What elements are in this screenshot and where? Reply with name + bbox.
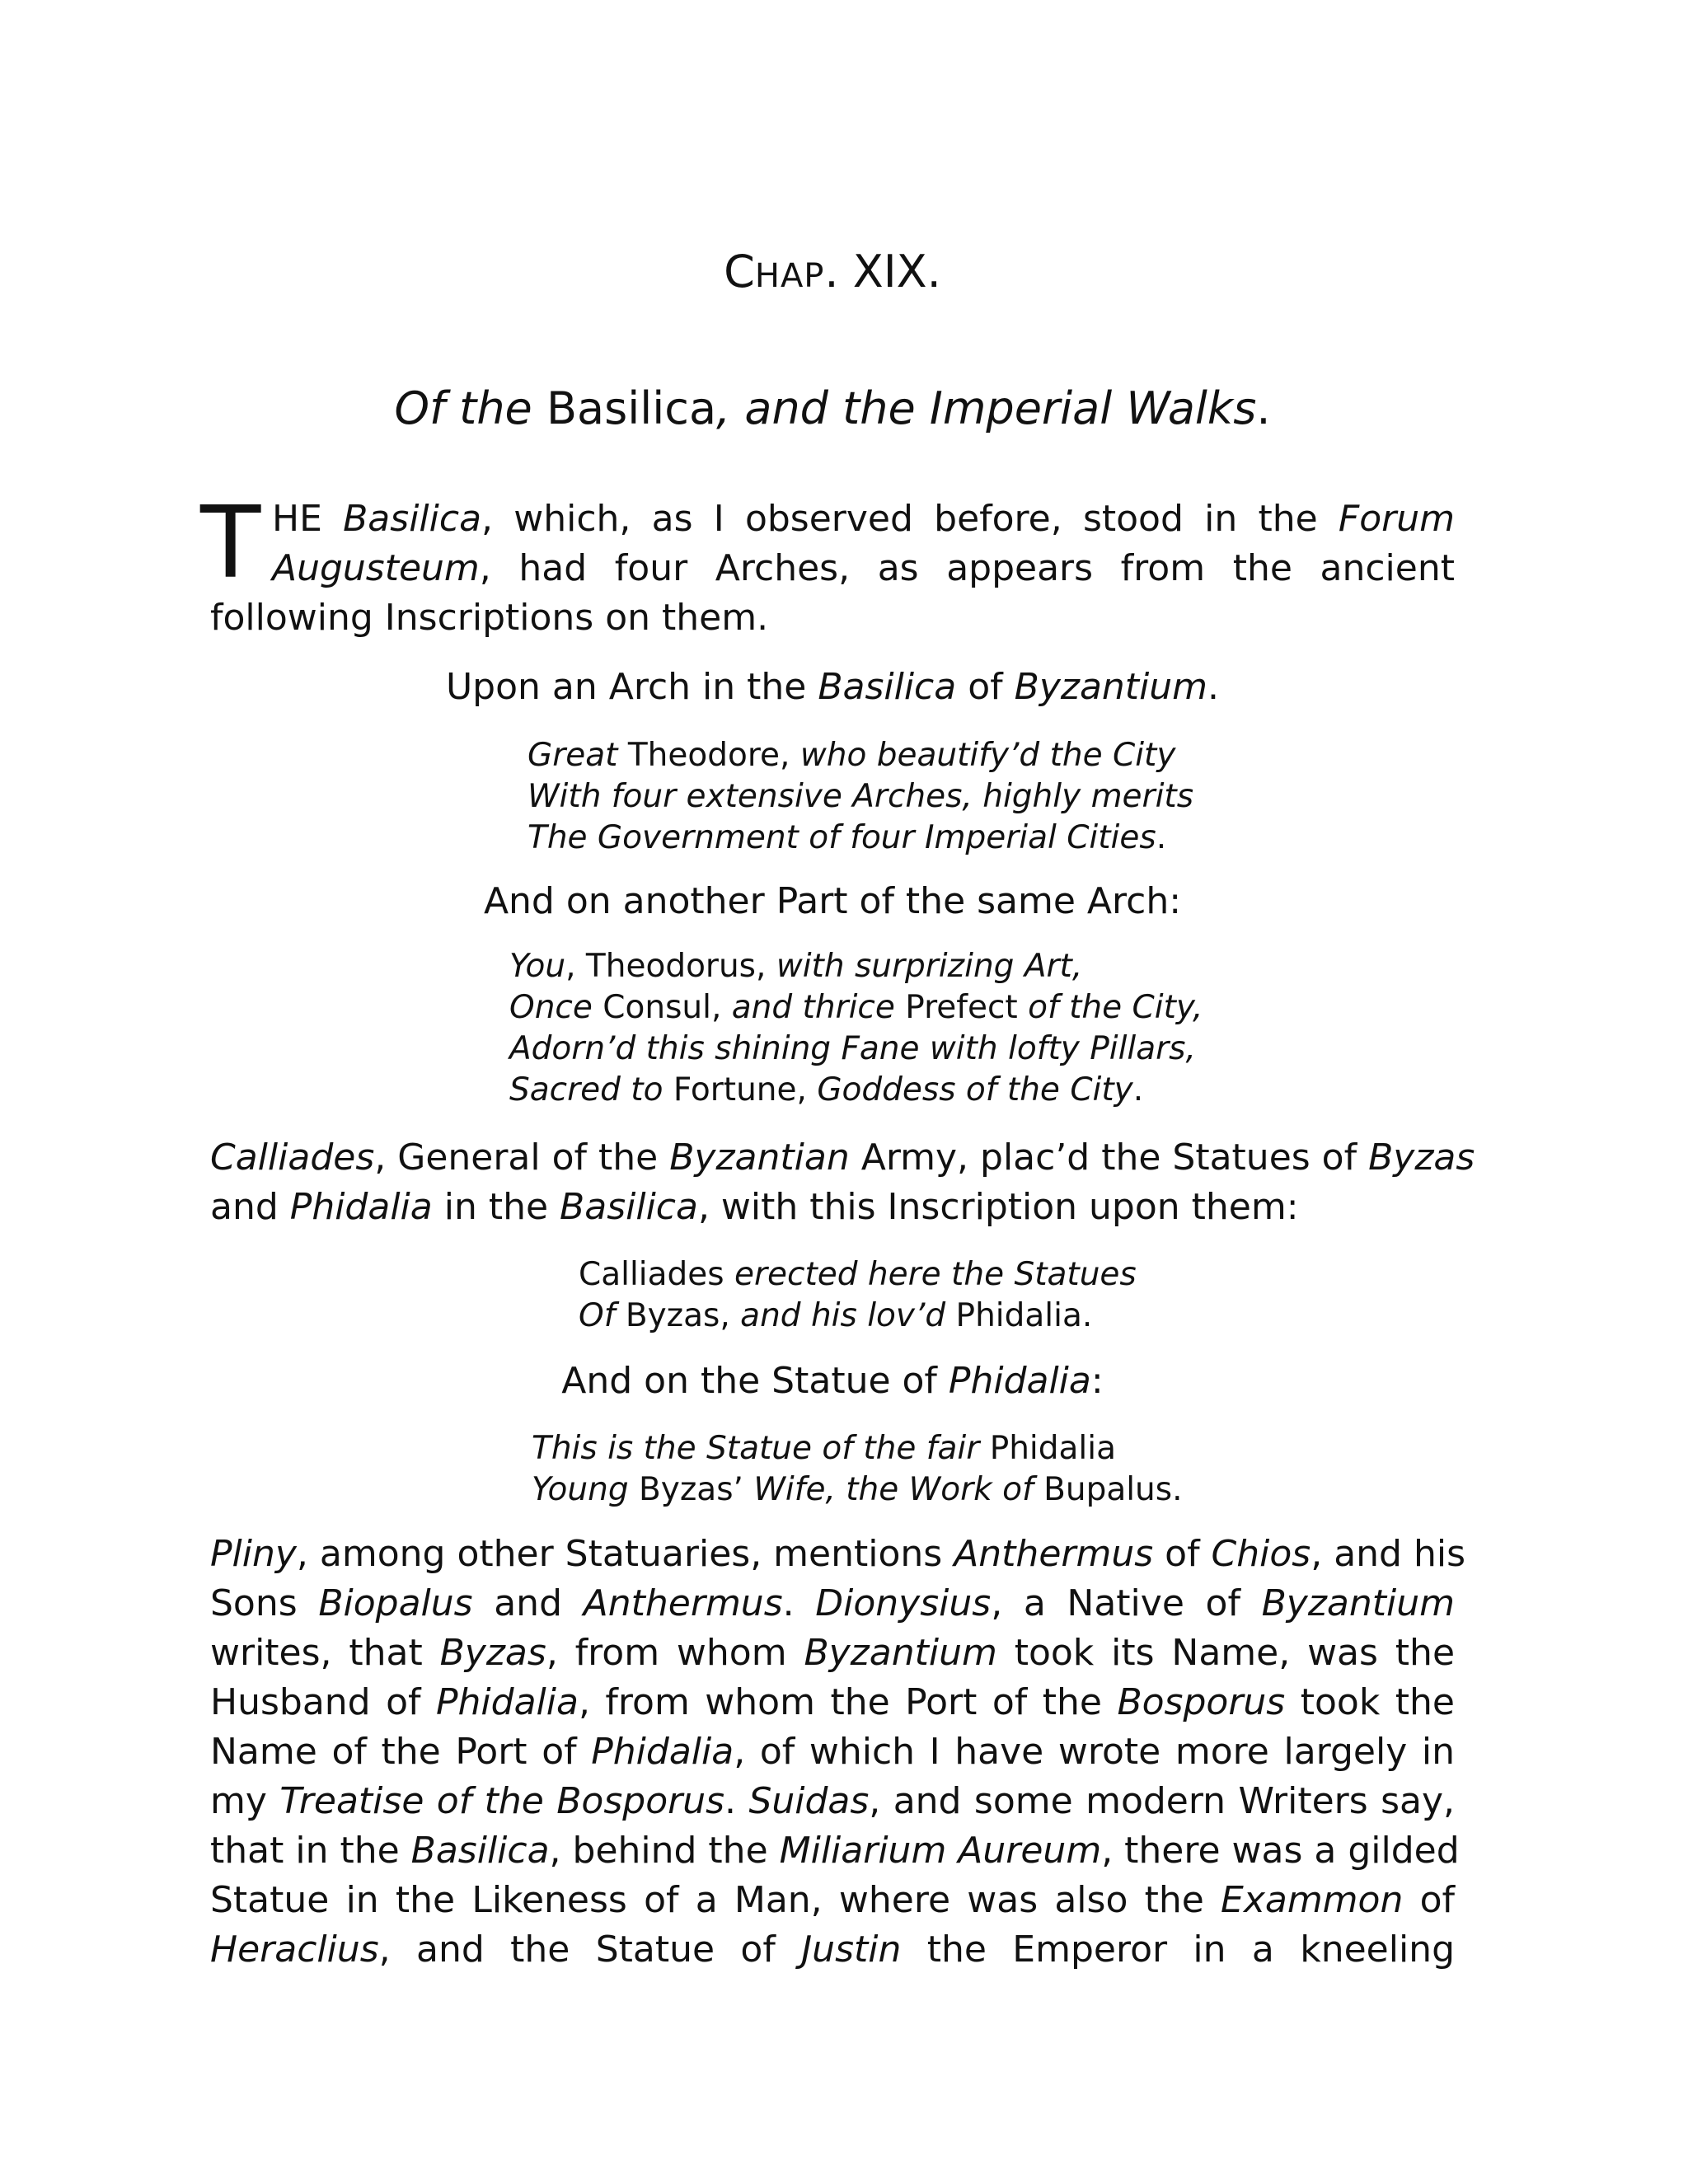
text-run: of xyxy=(968,666,1003,708)
text-run: , of which I have wrote more largely in xyxy=(734,1731,1455,1773)
text-run-italic: Once xyxy=(509,989,593,1026)
text-run: Byzas’ xyxy=(639,1471,743,1508)
text-run-italic: You xyxy=(509,948,566,985)
paragraph-3-line xyxy=(210,1678,1455,1727)
paragraph-3 xyxy=(210,1530,1466,1975)
text-run-italic: Treatise of the Bosporus xyxy=(279,1780,725,1822)
text-run: HE xyxy=(272,498,322,540)
drop-cap: T xyxy=(200,486,261,601)
text-run-italic: Basilica xyxy=(818,666,957,708)
title-part-1: Of the xyxy=(394,382,532,434)
text-run: . xyxy=(724,1780,749,1822)
text-run-italic: Byzas xyxy=(439,1632,546,1674)
text-run: , with this Inscription upon them: xyxy=(697,1186,1299,1228)
inscription-caption-1 xyxy=(210,664,1455,710)
text-run: and xyxy=(472,1582,584,1624)
text-run-italic: Adorn’d this shining Fane with lofty Pillars, xyxy=(509,1030,1196,1067)
text-run-italic: Byzantium xyxy=(804,1632,997,1674)
text-run-italic: Of xyxy=(579,1297,616,1334)
paragraph-3-line xyxy=(210,1925,1455,1975)
text-run: took its Name, was the xyxy=(996,1632,1456,1674)
paragraph-2 xyxy=(210,1133,1475,1232)
verse-line xyxy=(509,946,1203,987)
text-run: Name of the Port of xyxy=(210,1731,592,1773)
verse-line xyxy=(509,987,1203,1029)
text-run-italic: Suidas xyxy=(748,1780,870,1822)
chapter-title xyxy=(210,382,1455,436)
text-run: , General of the xyxy=(374,1137,659,1179)
text-run-italic: Chios xyxy=(1211,1533,1311,1575)
text-run: in the xyxy=(443,1186,549,1228)
text-run: , a Native of xyxy=(991,1582,1262,1624)
text-run-italic: Young xyxy=(532,1471,629,1508)
text-run: , among other Statuaries, mentions xyxy=(296,1533,954,1575)
text-run: Upon an Arch in the xyxy=(445,666,807,708)
text-run: Byzas, xyxy=(625,1297,730,1334)
text-run: Prefect xyxy=(905,989,1018,1026)
inscription-verse-1 xyxy=(528,735,1193,859)
chapter-heading xyxy=(210,247,1455,301)
paragraph-3-line xyxy=(210,1530,1466,1579)
text-run: Fortune, xyxy=(673,1071,807,1108)
text-run-italic: and thrice xyxy=(731,989,895,1026)
inscription-caption-3 xyxy=(210,1358,1455,1404)
text-run-italic: Anthermus xyxy=(583,1582,783,1624)
text-run-italic: Justin xyxy=(801,1929,902,1971)
page xyxy=(200,0,1475,2184)
text-run-italic: Exammon xyxy=(1221,1879,1404,1921)
text-run: Bupalus. xyxy=(1043,1471,1183,1508)
text-run-italic: The Government of four Imperial Cities xyxy=(528,819,1156,856)
verse-line xyxy=(528,776,1193,818)
text-run: , which, as I observed before, stood in the xyxy=(481,498,1318,540)
paragraph-1-line xyxy=(210,593,1455,643)
text-run: Calliades xyxy=(579,1256,724,1293)
title-part-4: . xyxy=(1256,382,1271,434)
text-run-italic: and his lov’d xyxy=(740,1297,946,1334)
text-run-italic: who beautify’d the City xyxy=(799,737,1176,774)
text-run: : xyxy=(1090,1360,1104,1402)
text-run-italic: Great xyxy=(528,737,618,774)
paragraph-3-line xyxy=(210,1579,1455,1629)
text-run: , there was a gilded xyxy=(1101,1830,1460,1872)
text-run: Sons xyxy=(210,1582,319,1624)
text-run: And on another Part of the same Arch: xyxy=(483,880,1182,922)
text-run: , had four Arches, as appears from the ancient xyxy=(479,547,1455,589)
paragraph-2-line xyxy=(210,1133,1475,1183)
verse-line xyxy=(528,818,1193,859)
text-run-italic: Calliades xyxy=(210,1137,375,1179)
paragraph-2-line xyxy=(210,1183,1455,1232)
text-run: Phidalia xyxy=(989,1430,1116,1467)
text-run: , and some modern Writers say, xyxy=(869,1780,1455,1822)
text-run-italic: Forum xyxy=(1338,498,1455,540)
chapter-number: . XIX. xyxy=(824,246,941,298)
title-part-3: , and the Imperial Walks xyxy=(716,382,1257,434)
text-run: Statue in the Likeness of a Man, where was also the xyxy=(210,1879,1221,1921)
text-run-italic: Sacred to xyxy=(509,1071,663,1108)
text-run-italic: Basilica xyxy=(410,1830,550,1872)
text-run: writes, that xyxy=(210,1632,440,1674)
text-run: Phidalia. xyxy=(955,1297,1093,1334)
text-run: . xyxy=(1207,666,1220,708)
text-run: , and the Statue of xyxy=(378,1929,802,1971)
text-run-italic: Heraclius xyxy=(210,1929,379,1971)
inscription-verse-3 xyxy=(579,1254,1137,1337)
text-run-italic: of the City, xyxy=(1028,989,1203,1026)
text-run: Husband of xyxy=(210,1681,436,1723)
title-part-2: Basilica xyxy=(546,382,717,434)
inscription-verse-4 xyxy=(532,1428,1183,1511)
text-run-italic: Phidalia xyxy=(948,1360,1091,1402)
text-run-italic: Biopalus xyxy=(318,1582,473,1624)
text-run-italic: Basilica xyxy=(343,498,482,540)
verse-line xyxy=(528,735,1193,776)
text-run: my xyxy=(210,1780,280,1822)
text-run: took the xyxy=(1285,1681,1455,1723)
text-run-italic: Dionysius xyxy=(815,1582,992,1624)
verse-line xyxy=(509,1029,1203,1070)
text-run-italic: This is the Statue of the fair xyxy=(532,1430,980,1467)
text-run-italic: Byzantium xyxy=(1014,666,1208,708)
text-run: that in the xyxy=(210,1830,411,1872)
text-run: , and his xyxy=(1311,1533,1466,1575)
text-run: , from whom xyxy=(546,1632,804,1674)
text-run: And on the Statue of xyxy=(561,1360,937,1402)
verse-line xyxy=(509,1070,1203,1111)
verse-line xyxy=(579,1254,1137,1296)
paragraph-3-line xyxy=(210,1777,1455,1826)
text-run: of xyxy=(1403,1879,1455,1921)
chapter-small-caps: HAP xyxy=(754,257,825,295)
text-run: . xyxy=(1132,1071,1144,1108)
text-run: , Theodorus, xyxy=(565,948,767,985)
text-run: Army, plac’d the Statues of xyxy=(860,1137,1357,1179)
text-run: , from whom the Port of the xyxy=(578,1681,1118,1723)
verse-line xyxy=(532,1469,1183,1511)
text-run-italic: Anthermus xyxy=(954,1533,1154,1575)
text-run: , behind the xyxy=(549,1830,780,1872)
paragraph-3-line xyxy=(210,1629,1455,1678)
verse-line xyxy=(532,1428,1183,1469)
paragraph-1 xyxy=(210,494,1455,643)
text-run-italic: With four extensive Arches, highly merits xyxy=(528,778,1194,815)
text-run: Consul, xyxy=(603,989,722,1026)
text-run-italic: Phidalia xyxy=(289,1186,433,1228)
text-run-italic: Goddess of the City xyxy=(817,1071,1133,1108)
chapter-initial: C xyxy=(724,246,755,298)
paragraph-1-line xyxy=(210,544,1455,593)
paragraph-3-line xyxy=(210,1727,1455,1777)
text-run-italic: Basilica xyxy=(560,1186,698,1228)
text-run-italic: Byzas xyxy=(1368,1137,1475,1179)
text-run-italic: Phidalia xyxy=(591,1731,734,1773)
text-run: of xyxy=(1153,1533,1212,1575)
text-run: and xyxy=(210,1186,279,1228)
text-run-italic: Phidalia xyxy=(436,1681,579,1723)
inscription-caption-2 xyxy=(210,879,1455,925)
text-run-italic: Byzantium xyxy=(1261,1582,1455,1624)
paragraph-3-line xyxy=(210,1826,1460,1876)
text-run-italic: Augusteum xyxy=(272,547,480,589)
verse-line xyxy=(579,1296,1137,1337)
paragraph-3-line xyxy=(210,1876,1455,1925)
text-run-italic: Bosporus xyxy=(1117,1681,1286,1723)
text-run: following Inscriptions on them. xyxy=(210,597,769,639)
text-run: the Emperor in a kneeling xyxy=(901,1929,1455,1971)
text-run-italic: Miliarium Aureum xyxy=(779,1830,1102,1872)
text-run-italic: erected here the Statues xyxy=(734,1256,1137,1293)
text-run-italic: Byzantian xyxy=(669,1137,850,1179)
paragraph-1-line xyxy=(210,494,1455,544)
inscription-verse-2 xyxy=(509,946,1203,1111)
text-run: . xyxy=(782,1582,816,1624)
text-run-italic: Wife, the Work of xyxy=(753,1471,1034,1508)
text-run-italic: with surprizing Art, xyxy=(776,948,1083,985)
text-run-italic: Pliny xyxy=(210,1533,297,1575)
text-run: . xyxy=(1156,819,1167,856)
text-run: Theodore, xyxy=(627,737,790,774)
